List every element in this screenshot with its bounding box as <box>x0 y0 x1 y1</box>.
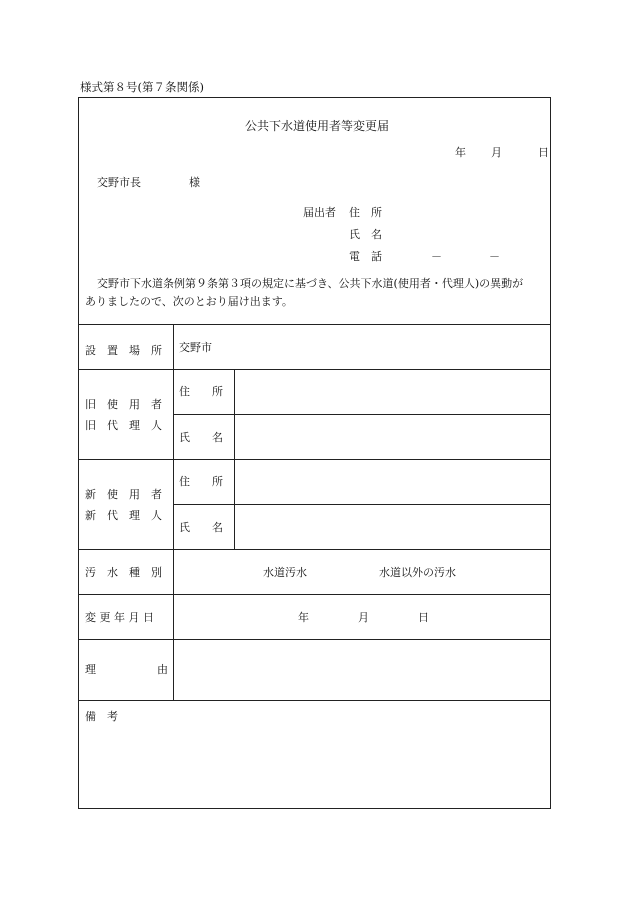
rule <box>79 324 550 325</box>
addressee-mayor: 交野市長 <box>97 176 141 189</box>
change-date-label: 変 更 年 月 日 <box>85 611 154 624</box>
location-label-text: 設 置 場 所 <box>85 344 162 357</box>
rule <box>174 504 550 505</box>
form-number-label: 様式第８号(第７条関係) <box>80 80 204 94</box>
change-notification-form <box>78 97 551 809</box>
applicant-name-label: 氏 名 <box>349 228 382 241</box>
rule <box>79 639 550 640</box>
applicant-label: 届出者 <box>303 206 336 219</box>
new-agent-label: 新 代 理 人 <box>85 509 162 522</box>
new-name-label: 氏 名 <box>179 521 223 534</box>
rule <box>234 369 235 549</box>
new-user-label: 新 使 用 者 <box>85 488 162 501</box>
rule <box>174 414 550 415</box>
reason-label-2: 由 <box>157 663 168 676</box>
applicant-address-label: 住 所 <box>349 206 382 219</box>
addressee-honorific: 様 <box>189 176 200 189</box>
new-address-label: 住 所 <box>179 475 223 488</box>
rule <box>79 459 550 460</box>
date-year: 年 <box>455 146 466 159</box>
date-month: 月 <box>491 146 502 159</box>
phone-dash-2: － <box>489 250 500 263</box>
location-value: 交野市 <box>179 341 212 354</box>
old-agent-label: 旧 代 理 人 <box>85 419 162 432</box>
phone-dash-1: － <box>431 250 442 263</box>
sewage-type-label: 汚 水 種 別 <box>85 566 162 579</box>
applicant-phone-label: 電 話 <box>349 250 382 263</box>
remarks-label: 備 考 <box>85 710 118 723</box>
old-user-label: 旧 使 用 者 <box>85 398 162 411</box>
rule <box>79 700 550 701</box>
sewage-option-water: 水道汚水 <box>263 566 307 579</box>
sewage-option-other: 水道以外の汚水 <box>379 566 456 579</box>
rule <box>173 324 174 700</box>
old-name-label: 氏 名 <box>179 431 223 444</box>
statement-line-2: ありましたので、次のとおり届け出ます。 <box>85 295 293 308</box>
statement-line-1: 交野市下水道条例第９条第３項の規定に基づき、公共下水道(使用者・代理人)の異動が <box>97 277 524 290</box>
reason-label-1: 理 <box>85 663 96 676</box>
old-address-label: 住 所 <box>179 385 223 398</box>
location-label <box>85 342 167 358</box>
rule <box>79 549 550 550</box>
change-date-year: 年 <box>298 611 309 624</box>
rule <box>79 369 550 370</box>
date-day: 日 <box>538 146 549 159</box>
change-date-day: 日 <box>418 611 429 624</box>
change-date-month: 月 <box>358 611 369 624</box>
form-title: 公共下水道使用者等変更届 <box>245 119 390 133</box>
rule <box>79 594 550 595</box>
